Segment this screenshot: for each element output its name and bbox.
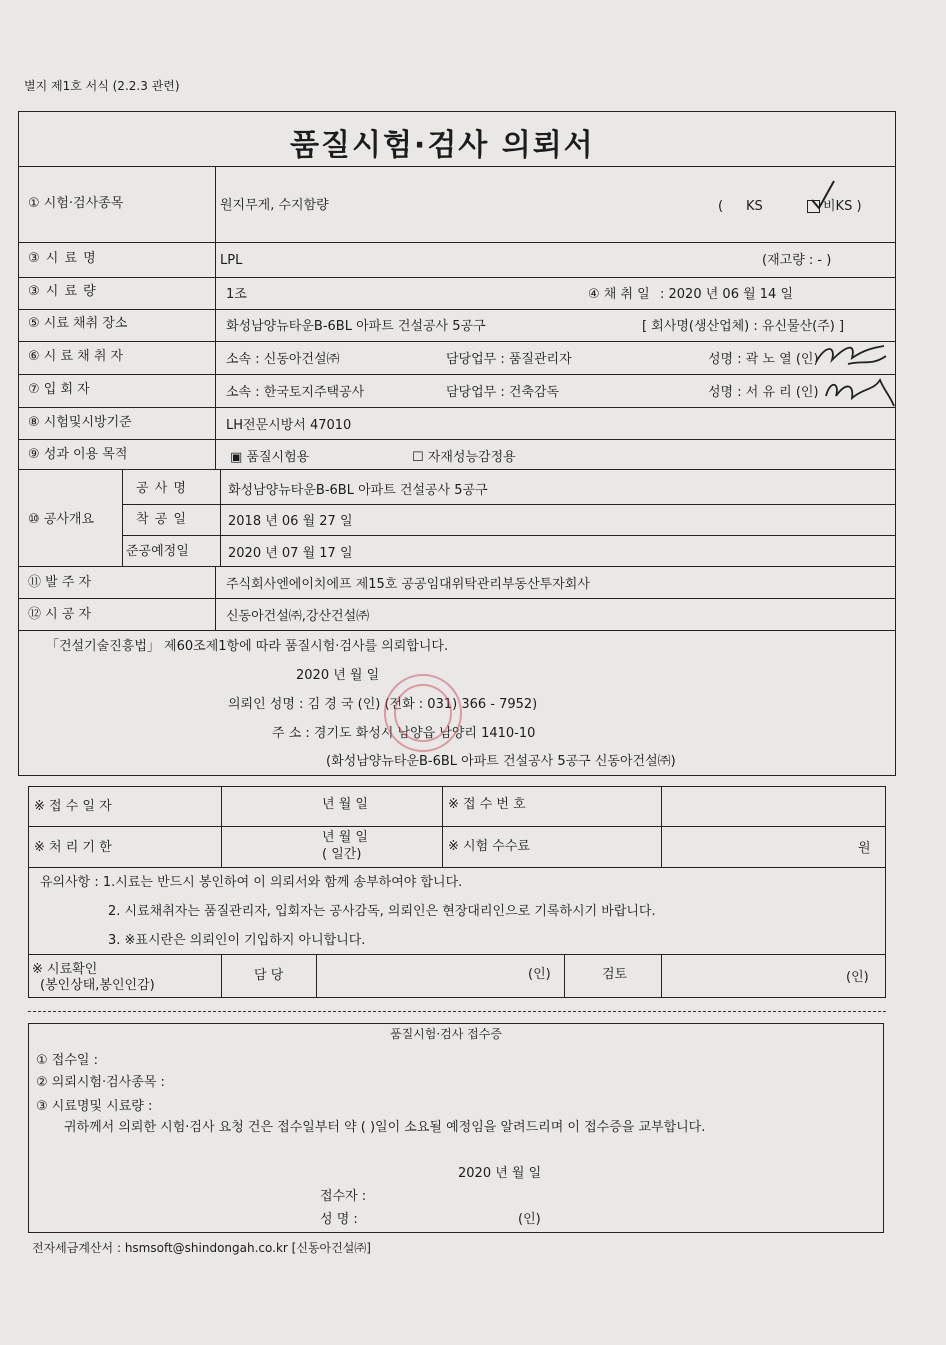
manufacturer: [ 회사명(생산업체) : 유신물산(주) ]: [642, 319, 845, 334]
signature-icon: [820, 370, 896, 410]
office-use-frame: [28, 786, 886, 998]
fee-unit: 원: [858, 841, 871, 856]
sample-qty-value: 1조: [226, 287, 247, 302]
contractor-label: ⑫ 시 공 자: [28, 607, 92, 622]
sampler-affiliation: 소속 : 신동아건설㈜: [226, 352, 340, 367]
deadline-days: ( 일간): [322, 847, 362, 862]
sampling-date-label: ④ 채 취 일: [588, 287, 650, 302]
law-statement: 「건설기술진흥법」 제60조제1항에 따라 품질시험·검사를 의뢰합니다.: [46, 639, 449, 654]
overview-key: 준공예정일: [126, 544, 189, 559]
address-detail: (화성남양뉴타운B-6BL 아파트 건설공사 5공구 신동아건설㈜): [326, 754, 676, 769]
sampler-duty: 담당업무 : 품질관리자: [446, 352, 572, 367]
sampling-place-value: 화성남양뉴타운B-6BL 아파트 건설공사 5공구: [226, 319, 486, 334]
sample-name-label: ③ 시 료 명: [28, 251, 97, 266]
item-value: 원지무게, 수지함량: [220, 198, 329, 213]
seal-stamp-inner-icon: [394, 684, 452, 742]
overview-label: ⑩ 공사개요: [28, 512, 95, 527]
request-date: 2020 년 월 일: [296, 668, 380, 683]
receipt-number-label: ※ 접 수 번 호: [448, 797, 526, 812]
ks-option: KS: [746, 199, 763, 214]
requester: 의뢰인 성명 : 김 경 국 (인) (전화 : 031) 366 - 7952): [228, 697, 538, 712]
note-3: 3. ※표시란은 의뢰인이 기입하지 아니합니다.: [108, 933, 366, 948]
receipt-date-line: ① 접수일 :: [36, 1053, 98, 1068]
standard-label: ⑧ 시험및시방기준: [28, 415, 132, 430]
deadline-value: 년 월 일: [322, 830, 368, 845]
receipt-title: 품질시험·검사 접수증: [390, 1027, 502, 1041]
form-title: 품질시험·검사 의뢰서: [290, 128, 595, 163]
receiver-label: 접수자 :: [320, 1189, 367, 1204]
address: 주 소 : 경기도 화성시 남양읍 남양리 1410-10: [272, 726, 536, 741]
standard-value: LH전문시방서 47010: [226, 418, 352, 433]
sampling-date-value: : 2020 년 06 월 14 일: [660, 287, 794, 302]
biks-option: 비KS ): [823, 199, 862, 214]
project-name: 화성남양뉴타운B-6BL 아파트 건설공사 5공구: [228, 483, 488, 498]
sample-qty-label: ③ 시 료 량: [28, 284, 97, 299]
signature-icon: [812, 338, 892, 372]
footer-tax-email: 전자세금계산서 : hsmsoft@shindongah.co.kr [신동아건설㈜]: [32, 1241, 371, 1255]
purpose-label: ⑨ 성과 이용 목적: [28, 447, 128, 462]
deadline-label: ※ 처 리 기 한: [34, 840, 112, 855]
review-seal: (인): [846, 970, 869, 985]
sampling-place-label: ⑤ 시료 채취 장소: [28, 316, 128, 331]
witness-label: ⑦ 입 회 자: [28, 382, 90, 397]
fee-label: ※ 시험 수수료: [448, 839, 530, 854]
item-label: ① 시험·검사종목: [28, 196, 124, 211]
witness-name: 성명 : 서 유 리 (인): [708, 385, 819, 400]
witness-duty: 담당업무 : 건축감독: [446, 385, 560, 400]
receiver-seal: (인): [518, 1212, 541, 1227]
review-label: 검토: [602, 967, 628, 982]
purpose-quality-test: ▣ 품질시험용: [230, 450, 310, 465]
note-2: 2. 시료채취자는 품질관리자, 입회자는 공사감독, 의뢰인은 현장대리인으로 기록하시기 바랍니다.: [108, 904, 656, 919]
receipt-date-label: ※ 접 수 일 자: [34, 799, 112, 814]
form-frame: [18, 111, 896, 776]
form-reference: 별지 제1호 서식 (2.2.3 관련): [24, 79, 180, 93]
sampler-name: 성명 : 곽 노 열 (인): [708, 352, 819, 367]
purpose-appraisal: ☐ 자재성능감정용: [412, 450, 516, 465]
overview-key: 착 공 일: [136, 512, 187, 527]
start-date: 2018 년 06 월 27 일: [228, 514, 353, 529]
sample-check-label: ※ 시료확인: [32, 962, 98, 977]
charge-seal: (인): [528, 967, 551, 982]
sample-check-sub: (봉인상태,봉인인감): [40, 978, 155, 993]
witness-affiliation: 소속 : 한국토지주택공사: [226, 385, 365, 400]
stock-qty: (재고량 : - ): [762, 253, 832, 268]
cut-line: [28, 1011, 886, 1012]
sampler-label: ⑥ 시 료 채 취 자: [28, 349, 124, 364]
completion-date: 2020 년 07 월 17 일: [228, 546, 353, 561]
client-value: 주식회사엔에이치에프 제15호 공공임대위탁관리부동산투자회사: [226, 577, 590, 592]
receipt-item-line: ② 의뢰시험·검사종목 :: [36, 1075, 165, 1090]
receiver-name-label: 성 명 :: [320, 1212, 358, 1227]
overview-key: 공 사 명: [136, 481, 187, 496]
receipt-message: 귀하께서 의뢰한 시험·검사 요청 건은 접수일부터 약 ( )일이 소요될 예정임을 알려드리며 이 접수증을 교부합니다.: [64, 1120, 706, 1135]
contractor-value: 신동아건설㈜,강산건설㈜: [226, 609, 370, 624]
receipt-sample-line: ③ 시료명및 시료량 :: [36, 1099, 153, 1114]
receipt-issue-date: 2020 년 월 일: [458, 1166, 542, 1181]
charge-label: 담 당: [254, 968, 284, 983]
client-label: ⑪ 발 주 자: [28, 575, 92, 590]
receipt-date-value: 년 월 일: [322, 797, 368, 812]
sample-name-value: LPL: [220, 253, 243, 268]
note-1: 유의사항 : 1.시료는 반드시 봉인하여 이 의뢰서와 함께 송부하여야 합니다.: [40, 875, 463, 890]
